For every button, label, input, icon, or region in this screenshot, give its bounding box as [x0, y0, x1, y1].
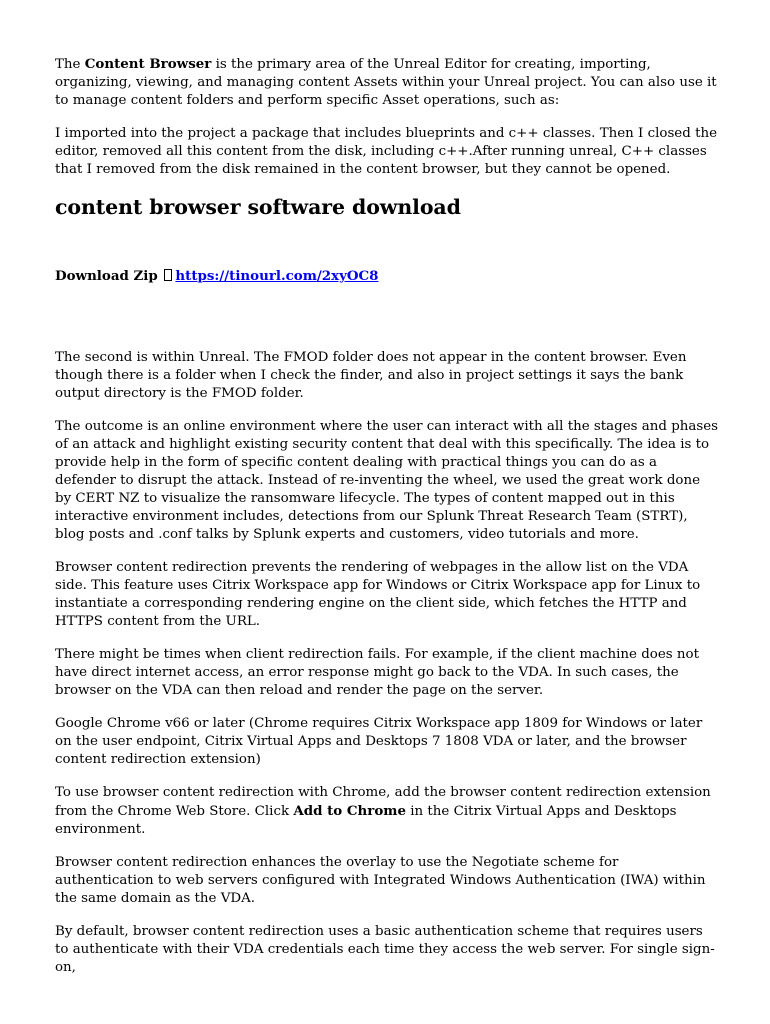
- download-link[interactable]: https://tinourl.com/2xyOC8: [175, 268, 379, 284]
- download-label: Download Zip: [55, 268, 163, 284]
- add-to-chrome-prefix: To use browser content redirection with Chrome, add the browser content redirection extension from the Chrome Web Store. Click: [55, 785, 711, 819]
- imported-package-paragraph: I imported into the project a package that includes blueprints and c++ classes. Then I closed the editor, removed all this content from the disk, including c++.After running unreal, C++ classes that I removed from the disk remained in the content browser, but they cannot be opened.: [55, 126, 717, 177]
- intro-paragraph: [55, 55, 720, 110]
- missing-glyph-icon: [164, 269, 172, 281]
- basic-auth-paragraph: By default, browser content redirection uses a basic authentication scheme that requires users to authenticate with their VDA credentials each time they access the web server. For single sign-on,: [55, 924, 715, 975]
- intro-text-suffix: is the primary area of the Unreal Editor for creating, importing, organizing, viewing, and managing content Assets within your Unreal project. You can also use it to manage content folders and perform specific Asset operations, such as:: [55, 57, 717, 108]
- add-to-chrome-paragraph: [55, 784, 720, 839]
- intro-text-prefix: The: [55, 57, 85, 72]
- download-line: [55, 267, 720, 285]
- online-environment-paragraph: The outcome is an online environment where the user can interact with all the stages and phases of an attack and highlight existing security content that deal with this specifically. The idea is to provide help in the form of specific content dealing with practical things you can do as a defender to disrupt the attack. Instead of re-inventing the wheel, we used the great work done by CERT NZ to visualize the ransomware lifecycle. The types of content mapped out in this interactive environment includes, detections from our Splunk Threat Research Team (STRT), blog posts and .conf talks by Splunk experts and customers, video tutorials and more.: [55, 419, 719, 542]
- document-page: [55, 55, 720, 992]
- content-browser-term: Content Browser: [84, 56, 212, 72]
- fmod-paragraph: The second is within Unreal. The FMOD folder does not appear in the content browser. Even though there is a folder when I check the finder, and also in project settings it says the bank output directory is the FMOD folder.: [55, 350, 687, 401]
- negotiate-scheme-paragraph: Browser content redirection enhances the overlay to use the Negotiate scheme for authentication to web servers configured with Integrated Windows Authentication (IWA) within the same domain as the VDA.: [55, 855, 706, 906]
- redirection-fails-paragraph: There might be times when client redirection fails. For example, if the client machine does not have direct internet access, an error response might go back to the VDA. In such cases, the browser on the VDA can then reload and render the page on the server.: [55, 647, 699, 698]
- add-to-chrome-term: Add to Chrome: [293, 803, 406, 819]
- chrome-requirements-paragraph: Google Chrome v66 or later (Chrome requires Citrix Workspace app 1809 for Windows or later on the user endpoint, Citrix Virtual Apps and Desktops 7 1808 VDA or later, and the browser content redirection extension): [55, 716, 703, 767]
- spacer: [55, 285, 720, 349]
- add-to-chrome-suffix: in the Citrix Virtual Apps and Desktops environment.: [55, 804, 677, 837]
- redirection-paragraph: Browser content redirection prevents the rendering of webpages in the allow list on the VDA side. This feature uses Citrix Workspace app for Windows or Citrix Workspace app for Linux to instantiate a corresponding rendering engine on the client side, which fetches the HTTP and HTTPS content from the URL.: [55, 560, 701, 629]
- page-heading: content browser software download: [55, 195, 461, 219]
